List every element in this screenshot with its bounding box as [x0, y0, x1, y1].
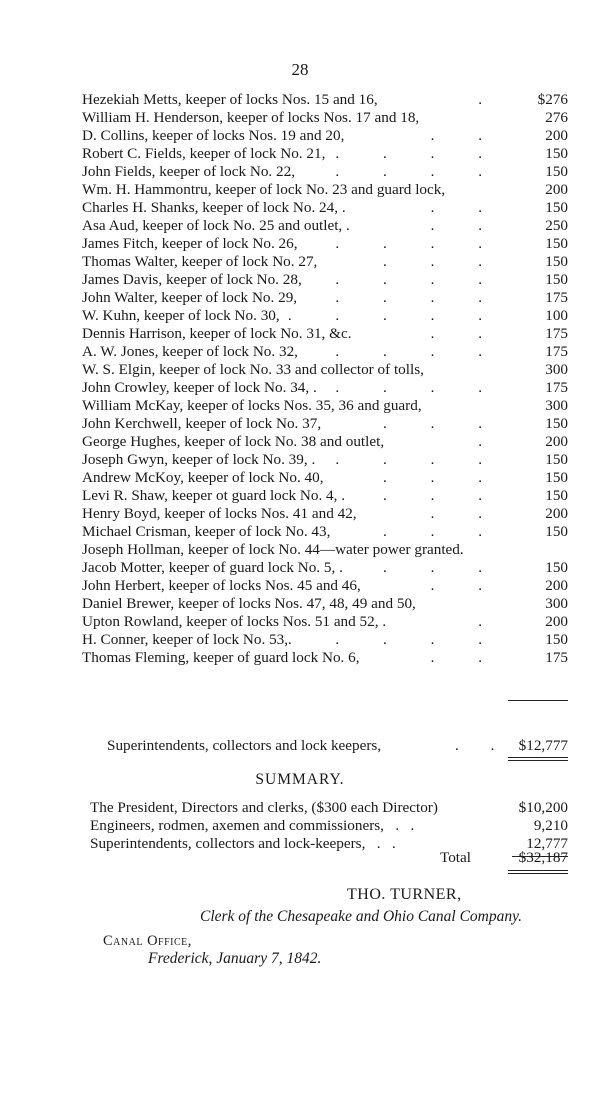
keeper-description: Henry Boyd, keeper of locks Nos. 41 and 42,: [82, 505, 357, 523]
keeper-description: H. Conner, keeper of lock No. 53,: [82, 631, 289, 649]
keeper-salary: 150: [545, 415, 568, 433]
keeper-row: [82, 217, 568, 235]
leader-dots: .: [478, 433, 502, 451]
leader-dots: . . . .: [335, 235, 502, 253]
keeper-row: [82, 451, 568, 469]
keeper-salary: 175: [545, 343, 568, 361]
place-date: Frederick, January 7, 1842.: [148, 950, 322, 967]
summary-row-amount: 9,210: [533, 817, 568, 834]
summary-row-label: The President, Directors and clerks, ($300 each Director): [90, 799, 438, 816]
keeper-description: William H. Henderson, keeper of locks Nos. 17 and 18,: [82, 109, 420, 127]
leader-dots: . . . .: [335, 379, 502, 397]
keeper-row: [82, 253, 568, 271]
total-double-rule-bottom: [508, 873, 568, 874]
keeper-description: Thomas Fleming, keeper of guard lock No. 6,: [82, 649, 360, 667]
double-rule-bottom: [508, 760, 568, 761]
keeper-salary: 200: [545, 613, 568, 631]
leader-dots: . .: [430, 217, 502, 235]
keeper-salary: 300: [545, 361, 568, 379]
leader-dots: . .: [430, 649, 502, 667]
keeper-row: [82, 181, 568, 199]
keeper-description: Daniel Brewer, keeper of locks Nos. 47, 48, 49 and 50,: [82, 595, 416, 613]
leader-dots: . . .: [383, 469, 502, 487]
keeper-salary: 200: [545, 505, 568, 523]
keeper-salary: 300: [545, 595, 568, 613]
keeper-description: W. S. Elgin, keeper of lock No. 33 and collector of tolls,: [82, 361, 424, 379]
keeper-row: [82, 127, 568, 145]
total-double-rule-top: [508, 870, 568, 871]
keeper-row: [82, 397, 568, 415]
keeper-description: D. Collins, keeper of locks Nos. 19 and 20,: [82, 127, 345, 145]
keeper-row: [82, 505, 568, 523]
keeper-description: Levi R. Shaw, keeper ot guard lock No. 4, .: [82, 487, 346, 505]
keeper-row: [82, 163, 568, 181]
leader-dots: . . . . .: [287, 163, 502, 181]
keeper-salary: 150: [545, 559, 568, 577]
summary-row-amount: 12,777: [526, 835, 568, 852]
keeper-description: Dennis Harrison, keeper of lock No. 31, &c.: [82, 325, 352, 343]
summary-row-amount: $10,200: [518, 799, 568, 816]
keeper-salary: 100: [545, 307, 568, 325]
keeper-row: [82, 469, 568, 487]
keeper-row: [82, 379, 568, 397]
summary-row-label: Engineers, rodmen, axemen and commissioners, . .: [90, 817, 415, 834]
keeper-description: James Davis, keeper of lock No. 28,: [82, 271, 302, 289]
keeper-description: Joseph Gwyn, keeper of lock No. 39, .: [82, 451, 316, 469]
page-number: 28: [291, 60, 309, 79]
keeper-description: Asa Aud, keeper of lock No. 25 and outlet, .: [82, 217, 350, 235]
keeper-row: [82, 271, 568, 289]
keeper-salary: 150: [545, 145, 568, 163]
leader-dots: .: [478, 91, 502, 108]
keeper-salary: $276: [537, 91, 568, 108]
keeper-row: [82, 289, 568, 307]
keeper-row: [82, 433, 568, 451]
keeper-salary: 150: [545, 163, 568, 181]
keeper-salary: 150: [545, 253, 568, 271]
leader-dots: . . . . .: [287, 631, 502, 649]
keeper-description: John Walter, keeper of lock No. 29,: [82, 289, 298, 307]
keeper-salary: 175: [545, 325, 568, 343]
total-label: Total: [440, 849, 471, 866]
office-label: Canal Office,: [103, 933, 192, 949]
keeper-salary: 150: [545, 451, 568, 469]
keeper-row: [82, 325, 568, 343]
keeper-row: [82, 613, 568, 631]
leader-dots: . . . . .: [287, 307, 502, 325]
keeper-description: Thomas Walter, keeper of lock No. 27,: [82, 253, 318, 271]
keeper-row: [82, 649, 568, 667]
keeper-description: Charles H. Shanks, keeper of lock No. 24, .: [82, 199, 346, 217]
leader-dots: . . . .: [335, 145, 502, 163]
keeper-row: [82, 577, 568, 595]
keeper-salary: 175: [545, 379, 568, 397]
keeper-description: Hezekiah Metts, keeper of locks Nos. 15 and 16,: [82, 91, 378, 108]
keeper-salary: 200: [545, 181, 568, 199]
leader-dots: . . .: [383, 559, 502, 577]
keeper-description: John Fields, keeper of lock No. 22,: [82, 163, 296, 181]
keeper-salary: 150: [545, 271, 568, 289]
keeper-description: W. Kuhn, keeper of lock No. 30,: [82, 307, 280, 325]
keeper-description: John Crowley, keeper of lock No. 34, .: [82, 379, 317, 397]
keeper-row: [82, 415, 568, 433]
keeper-description: James Fitch, keeper of lock No. 26,: [82, 235, 298, 253]
keeper-salary: 150: [545, 487, 568, 505]
keeper-row: [82, 145, 568, 163]
keeper-row: [82, 199, 568, 217]
keeper-row: [82, 235, 568, 253]
keeper-row: [82, 631, 568, 649]
subtotal-label: Superintendents, collectors and lock keepers,: [107, 737, 382, 754]
keeper-row: [82, 109, 568, 127]
keeper-salary: 175: [545, 649, 568, 667]
keeper-description: Robert C. Fields, keeper of lock No. 21,: [82, 145, 326, 163]
keeper-salary: 200: [545, 433, 568, 451]
leader-dots: . .: [430, 577, 502, 595]
leader-dots: . . . . .: [287, 343, 502, 361]
keeper-description: John Kerchwell, keeper of lock No. 37,: [82, 415, 322, 433]
keeper-salary: 200: [545, 577, 568, 595]
leader-dots: . . . .: [335, 271, 502, 289]
leader-dots: . .: [430, 199, 502, 217]
keeper-salary: 200: [545, 127, 568, 145]
keeper-description: Upton Rowland, keeper of locks Nos. 51 and 52, .: [82, 613, 387, 631]
keeper-description: Jacob Motter, keeper of guard lock No. 5, .: [82, 559, 343, 577]
keeper-description: A. W. Jones, keeper of lock No. 32,: [82, 343, 298, 361]
leader-dots: . . .: [383, 523, 502, 541]
keeper-row: [82, 361, 568, 379]
keeper-description: Wm. H. Hammontru, keeper of lock No. 23 and guard lock,: [82, 181, 446, 199]
keeper-row: [82, 91, 568, 109]
keeper-description: Joseph Hollman, keeper of lock No. 44—water power granted.: [82, 541, 464, 559]
keeper-row: [82, 595, 568, 613]
keeper-salary: 150: [545, 235, 568, 253]
sum-rule: [508, 700, 568, 701]
summary-heading: SUMMARY.: [255, 771, 345, 788]
keeper-description: Michael Crisman, keeper of lock No. 43,: [82, 523, 331, 541]
keeper-salary: 150: [545, 469, 568, 487]
leader-dots: . .: [430, 127, 502, 145]
keeper-salary: 300: [545, 397, 568, 415]
keeper-description: George Hughes, keeper of lock No. 38 and outlet,: [82, 433, 385, 451]
total-amount: $32,187: [518, 849, 568, 866]
subtotal-amount: $12,777: [518, 737, 568, 754]
keeper-row: [82, 541, 568, 559]
keeper-salary: 250: [545, 217, 568, 235]
keeper-salary: 175: [545, 289, 568, 307]
subtotal-dots: . .: [455, 737, 509, 754]
keeper-salary: 150: [545, 631, 568, 649]
keeper-salary: 150: [545, 199, 568, 217]
keeper-row: [82, 307, 568, 325]
leader-dots: .: [478, 613, 502, 631]
keeper-row: [82, 523, 568, 541]
keeper-row: [82, 559, 568, 577]
keeper-description: John Herbert, keeper of locks Nos. 45 and 46,: [82, 577, 361, 595]
leader-dots: . . .: [383, 487, 502, 505]
leader-dots: . . . .: [335, 451, 502, 469]
leader-dots: . .: [430, 325, 502, 343]
signature-title: Clerk of the Chesapeake and Ohio Canal Company.: [200, 908, 523, 925]
keeper-salary: 276: [545, 109, 568, 127]
summary-row-label: Superintendents, collectors and lock-keepers, . .: [90, 835, 396, 852]
keeper-description: William McKay, keeper of locks Nos. 35, 36 and guard,: [82, 397, 422, 415]
lock-keepers-list: [82, 91, 568, 668]
keeper-row: [82, 343, 568, 361]
signature-name: THO. TURNER,: [347, 886, 462, 903]
keeper-row: [82, 487, 568, 505]
leader-dots: . . .: [383, 253, 502, 271]
leader-dots: . . .: [383, 415, 502, 433]
leader-dots: . . . .: [335, 289, 502, 307]
leader-dots: . .: [430, 505, 502, 523]
keeper-salary: 150: [545, 523, 568, 541]
double-rule-top: [508, 757, 568, 758]
keeper-description: Andrew McKoy, keeper of lock No. 40,: [82, 469, 324, 487]
